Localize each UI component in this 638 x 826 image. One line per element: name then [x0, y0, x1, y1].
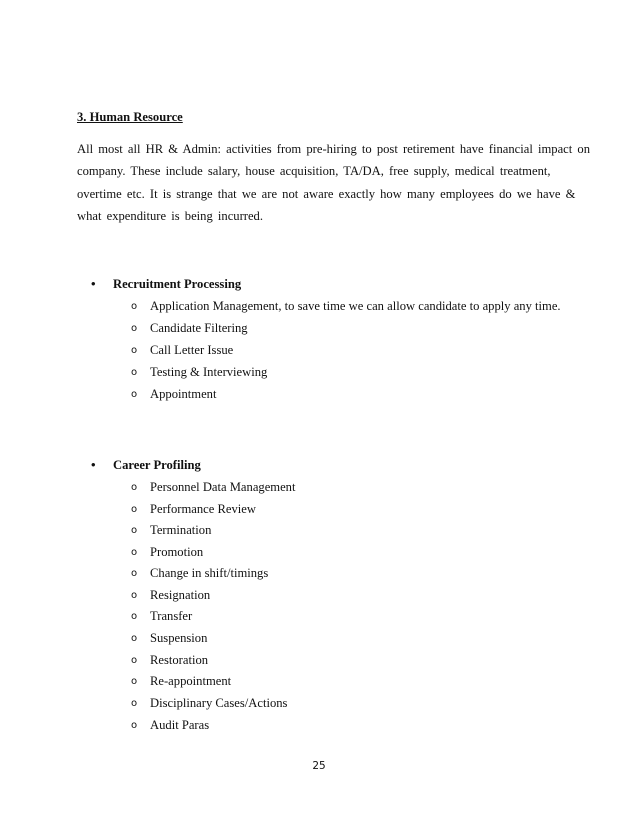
circle-bullet-icon: o	[131, 301, 138, 312]
intro-line: All most all HR & Admin: activities from pre-hiring to post retirement have financial impact on	[77, 142, 591, 156]
bullet-icon: •	[91, 457, 96, 472]
page-number: 25	[312, 760, 326, 772]
intro-line: overtime etc. It is strange that we are not aware exactly how many employees do we have &	[77, 186, 576, 201]
circle-bullet-icon: o	[131, 504, 138, 515]
circle-bullet-icon: o	[131, 323, 138, 334]
circle-bullet-icon: o	[131, 611, 138, 622]
circle-bullet-icon: o	[131, 633, 138, 644]
circle-bullet-icon: o	[131, 698, 138, 709]
bullet-icon: •	[91, 276, 96, 291]
circle-bullet-icon: o	[131, 389, 138, 400]
circle-bullet-icon: o	[131, 568, 138, 579]
circle-bullet-icon: o	[131, 345, 138, 356]
circle-bullet-icon: o	[131, 676, 138, 687]
intro-line: company. These include salary, house acquisition, TA/DA, free supply, medical treatment,	[77, 164, 551, 179]
circle-bullet-icon: o	[131, 482, 138, 493]
circle-bullet-icon: o	[131, 525, 138, 536]
intro-line: what expenditure is being incurred.	[77, 208, 264, 223]
circle-bullet-icon: o	[131, 720, 138, 731]
circle-bullet-icon: o	[131, 590, 138, 601]
group-title: Recruitment Processing	[113, 277, 242, 291]
group-title: Career Profiling	[113, 458, 201, 472]
intro-paragraph	[77, 138, 591, 227]
circle-bullet-icon: o	[131, 655, 138, 666]
circle-bullet-icon: o	[131, 547, 138, 558]
section-heading: 3. Human Resource	[77, 110, 183, 124]
circle-bullet-icon: o	[131, 367, 138, 378]
